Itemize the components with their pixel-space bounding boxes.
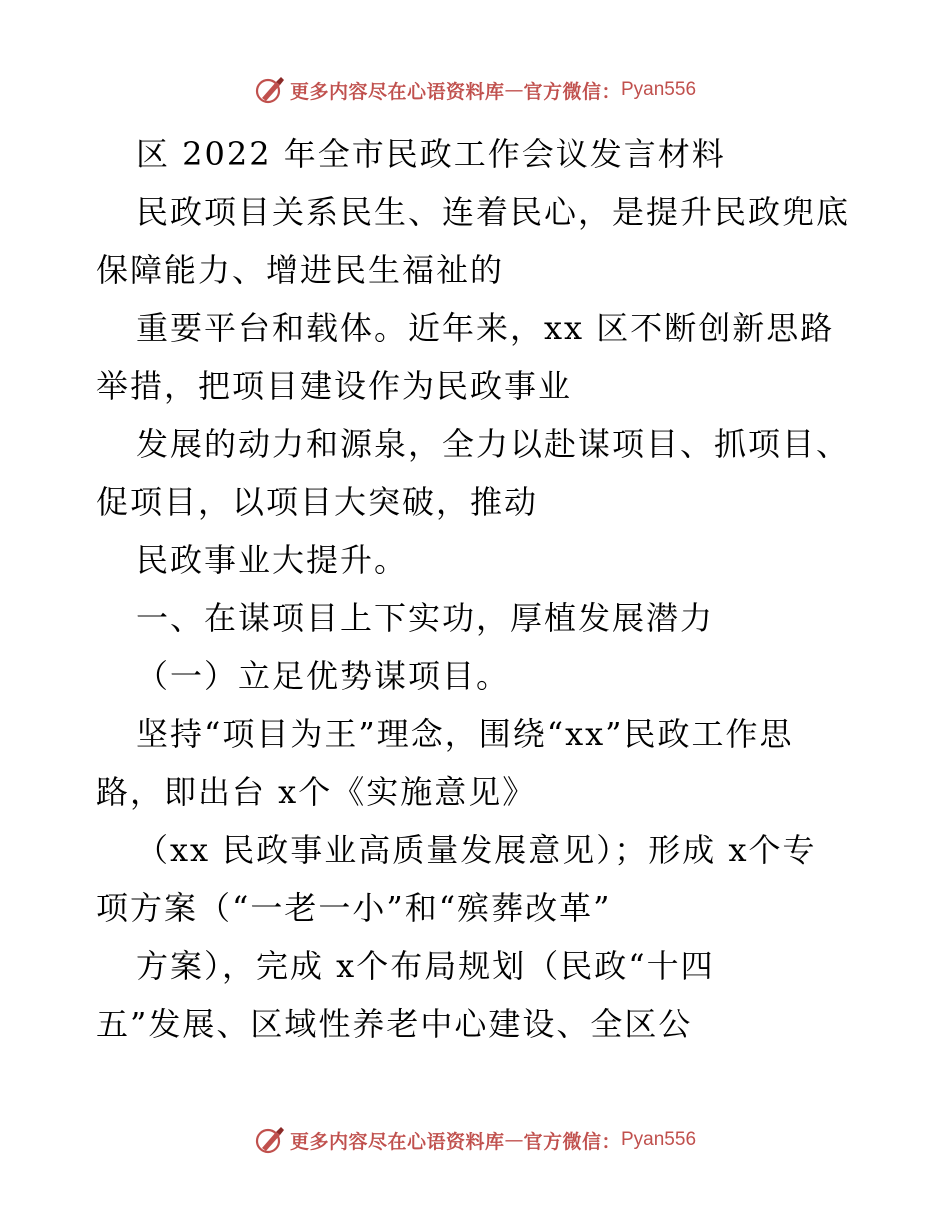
text-line: 民政事业大提升。 xyxy=(136,541,409,579)
text-line: 发展的动力和源泉，全力以赴谋项目、抓项目、 xyxy=(136,425,851,463)
text-line: 保障能力、增进民生福祉的 xyxy=(96,251,505,289)
watermark-dash: — xyxy=(504,79,524,101)
text-line: 一、在谋项目上下实功，厚植发展潜力 xyxy=(136,599,715,637)
document-body xyxy=(96,125,856,1053)
text-line: 五”发展、区域性养老中心建设、全区公 xyxy=(96,1005,693,1043)
text-line: 举措，把项目建设作为民政事业 xyxy=(96,367,573,405)
watermark-dash: — xyxy=(504,1129,524,1151)
watermark-account: Pyan556 xyxy=(621,79,697,100)
watermark-text: 更多内容尽在心语资料库 xyxy=(289,80,505,103)
text-line: 坚持“项目为王”理念，围绕“xx”民政工作思 xyxy=(136,715,794,753)
text-line: 重要平台和载体。近年来，xx 区不断创新思路 xyxy=(136,309,835,347)
watermark-label: 官方微信： xyxy=(523,80,621,103)
text-line: （一）立足优势谋项目。 xyxy=(136,657,511,695)
watermark-text: 更多内容尽在心语资料库 xyxy=(289,1130,505,1153)
watermark-label: 官方微信： xyxy=(523,1130,621,1153)
text-line: 方案），完成 x个布局规划（民政“十四 xyxy=(136,947,715,985)
text-line: 路，即出台 x个《实施意见》 xyxy=(96,773,537,811)
text-line: 项方案（“一老一小”和“殡葬改革” xyxy=(96,889,612,927)
pen-logo-icon xyxy=(254,74,286,106)
text-line: 区 2022 年全市民政工作会议发言材料 xyxy=(136,135,726,173)
header-watermark xyxy=(0,72,950,108)
text-line: 民政项目关系民生、连着民心，是提升民政兜底 xyxy=(136,193,851,231)
text-line: 促项目，以项目大突破，推动 xyxy=(96,483,539,521)
footer-watermark xyxy=(0,1122,950,1158)
watermark-account: Pyan556 xyxy=(621,1129,697,1150)
pen-logo-icon xyxy=(254,1124,286,1156)
text-line: （xx 民政事业高质量发展意见）；形成 x个专 xyxy=(136,831,817,869)
